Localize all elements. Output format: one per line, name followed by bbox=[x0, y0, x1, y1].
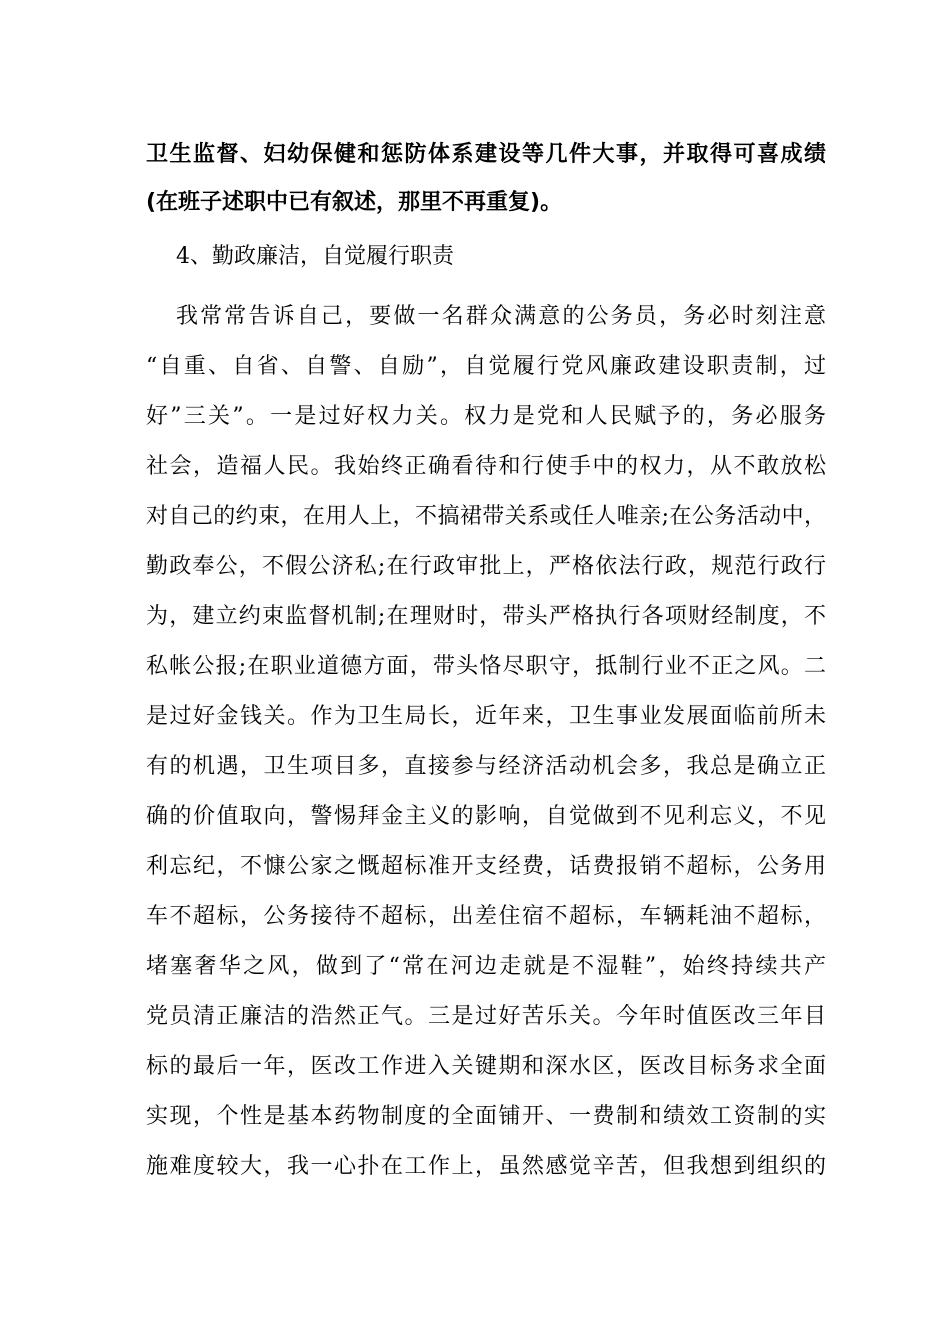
body-line-10: 有的机遇，卫生项目多，直接参与经济活动机会多，我总是确立正 bbox=[146, 754, 826, 779]
body-line-16: 标的最后一年，医改工作进入关键期和深水区，医改目标务求全面 bbox=[146, 1054, 826, 1079]
body-line-15: 党员清正廉洁的浩然正气。三是过好苦乐关。今年时值医改三年目 bbox=[146, 1004, 826, 1029]
body-line-11: 确的价值取向，警惕拜金主义的影响，自觉做到不见利忘义，不见 bbox=[146, 804, 826, 829]
body-line-4: 社会，造福人民。我始终正确看待和行使手中的权力，从不敢放松 bbox=[146, 454, 826, 479]
body-line-17: 实现，个性是基本药物制度的全面铺开、一费制和绩效工资制的实 bbox=[146, 1104, 826, 1129]
body-line-8: 私帐公报;在职业道德方面，带头恪尽职守，抵制行业不正之风。二 bbox=[146, 654, 826, 679]
body-line-1: 我常常告诉自己，要做一名群众满意的公务员，务必时刻注意 bbox=[176, 304, 826, 329]
body-line-14: 堵塞奢华之风，做到了“常在河边走就是不湿鞋”，始终持续共产 bbox=[146, 954, 826, 979]
bold-text-line-1: 卫生监督、妇幼保健和惩防体系建设等几件大事，并取得可喜成绩 bbox=[146, 142, 826, 167]
body-line-13: 车不超标，公务接待不超标，出差住宿不超标，车辆耗油不超标， bbox=[146, 904, 826, 929]
body-line-18: 施难度较大，我一心扑在工作上，虽然感觉辛苦，但我想到组织的 bbox=[146, 1154, 826, 1179]
body-line-3: 好”三关”。一是过好权力关。权力是党和人民赋予的，务必服务 bbox=[146, 404, 826, 429]
body-line-7: 为，建立约束监督机制;在理财时，带头严格执行各项财经制度，不 bbox=[146, 604, 826, 629]
body-line-6: 勤政奉公，不假公济私;在行政审批上，严格依法行政，规范行政行 bbox=[146, 554, 826, 579]
bold-text-line-2: (在班子述职中已有叙述，那里不再重复)。 bbox=[146, 190, 563, 215]
section-heading: 4、勤政廉洁，自觉履行职责 bbox=[176, 244, 454, 269]
body-line-12: 利忘纪，不慷公家之慨超标准开支经费，话费报销不超标，公务用 bbox=[146, 854, 826, 879]
body-line-2: “自重、自省、自警、自励”，自觉履行党风廉政建设职责制，过 bbox=[146, 354, 826, 379]
body-line-9: 是过好金钱关。作为卫生局长，近年来，卫生事业发展面临前所未 bbox=[146, 704, 826, 729]
body-line-5: 对自己的约束，在用人上，不搞裙带关系或任人唯亲;在公务活动中， bbox=[146, 504, 826, 529]
